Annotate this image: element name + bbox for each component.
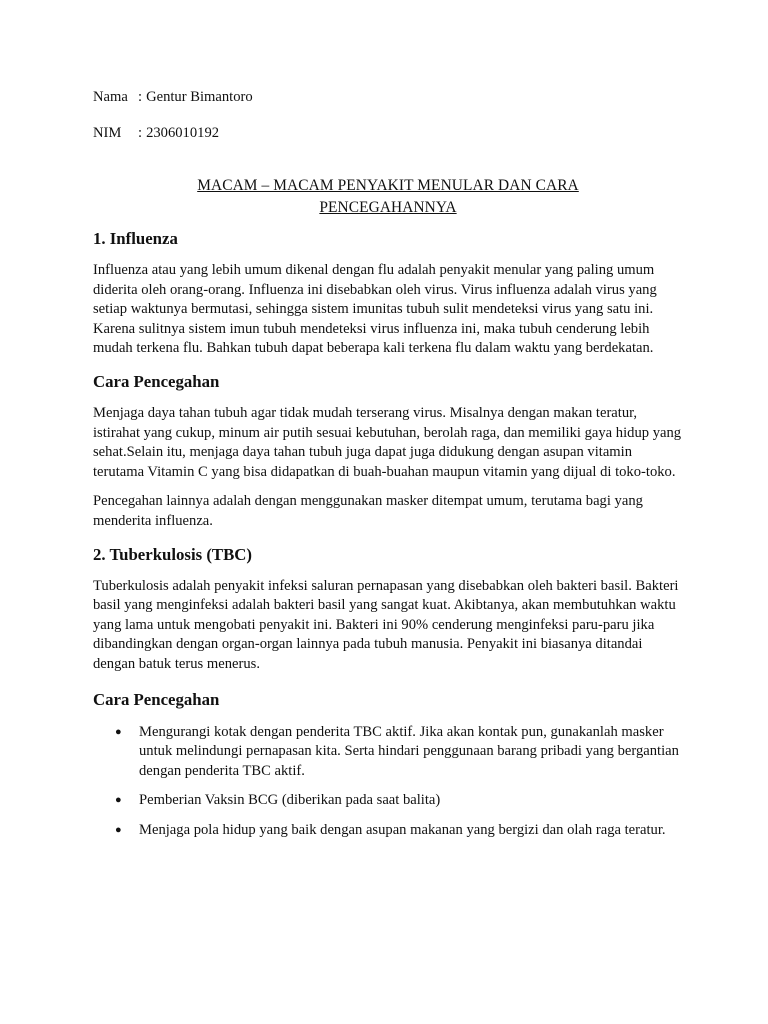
list-item-text: Menjaga pola hidup yang baik dengan asupan makanan yang bergizi dan olah raga teratur. <box>139 821 666 838</box>
title-line-2: PENCEGAHANNYA <box>319 198 457 216</box>
student-id-row <box>93 123 683 143</box>
influenza-description: Influenza atau yang lebih umum dikenal dengan flu adalah penyakit menular yang paling umum diderita oleh orang-orang. Influenza ini disebabkan oleh virus. Virus influenza adalah virus yang setiap waktunya bermutasi, sehingga sistem imunitas tubuh sulit mendeteksi virus yang satu ini. Karena sulitnya sistem imun tubuh mendeteksi virus influenza ini, maka tubuh cenderung lebih mudah terkena flu. Bahkan tubuh dapat beberapa kali terkena flu dalam waktu yang berdekatan. <box>93 262 657 357</box>
tbc-prevention-heading: Cara Pencegahan <box>93 689 220 709</box>
influenza-prevention-heading: Cara Pencegahan <box>93 371 220 391</box>
nim-separator: : <box>138 125 143 141</box>
list-item <box>93 791 683 811</box>
name-label: Nama <box>93 89 128 105</box>
influenza-prevention-paragraph-2: Pencegahan lainnya adalah dengan menggunakan masker ditempat umum, terutama bagi yang menderita influenza. <box>93 493 643 529</box>
section-heading-tbc: 2. Tuberkulosis (TBC) <box>93 544 253 564</box>
title-line-1: MACAM – MACAM PENYAKIT MENULAR DAN CARA <box>197 177 579 194</box>
bullet-icon: ● <box>115 794 122 807</box>
list-item-text: Mengurangi kotak dengan penderita TBC aktif. Jika akan kontak pun, gunakanlah masker untuk melindungi pernapasan kita. Serta hindari penggunaan barang pribadi yang bergantian dengan penderita TBC aktif. <box>139 723 679 779</box>
student-name-row <box>93 87 683 107</box>
bullet-icon: ● <box>115 823 122 836</box>
list-item <box>93 723 683 782</box>
tbc-description: Tuberkulosis adalah penyakit infeksi saluran pernapasan yang disebabkan oleh bakteri basil. Bakteri basil yang menginfeksi adalah bakteri basil yang sangat kuat. Akibtanya, akan membutuhkan waktu yang lama untuk mengobati penyakit ini. Bakteri ini 90% cenderung menginfeksi paru-paru jika dibandingkan dengan organ-organ lainnya pada tubuh manusia. Penyakit ini biasanya ditandai dengan batuk terus menerus. <box>93 577 679 672</box>
nim-value: 2306010192 <box>146 125 220 141</box>
name-separator: : <box>138 89 143 105</box>
bullet-icon: ● <box>115 725 122 738</box>
name-value: Gentur Bimantoro <box>146 89 253 105</box>
influenza-prevention-paragraph-1: Menjaga daya tahan tubuh agar tidak mudah terserang virus. Misalnya dengan makan teratur, istirahat yang cukup, minum air putih sesuai kebutuhan, berolah raga, dan memiliki gaya hidup yang sehat.Selain itu, menjaga daya tahan tubuh juga dapat juga didukung dengan asupan vitamin terutama Vitamin C yang bisa didapatkan di buah-buahan maupun vitamin yang dijual di toko-toko. <box>93 404 682 480</box>
section-heading-influenza: 1. Influenza <box>93 229 178 248</box>
document-title <box>93 175 683 218</box>
list-item <box>93 821 683 841</box>
document-page <box>93 87 683 840</box>
nim-label: NIM <box>93 125 122 141</box>
tbc-prevention-list <box>93 723 683 841</box>
list-item-text: Pemberian Vaksin BCG (diberikan pada saat balita) <box>139 792 441 809</box>
